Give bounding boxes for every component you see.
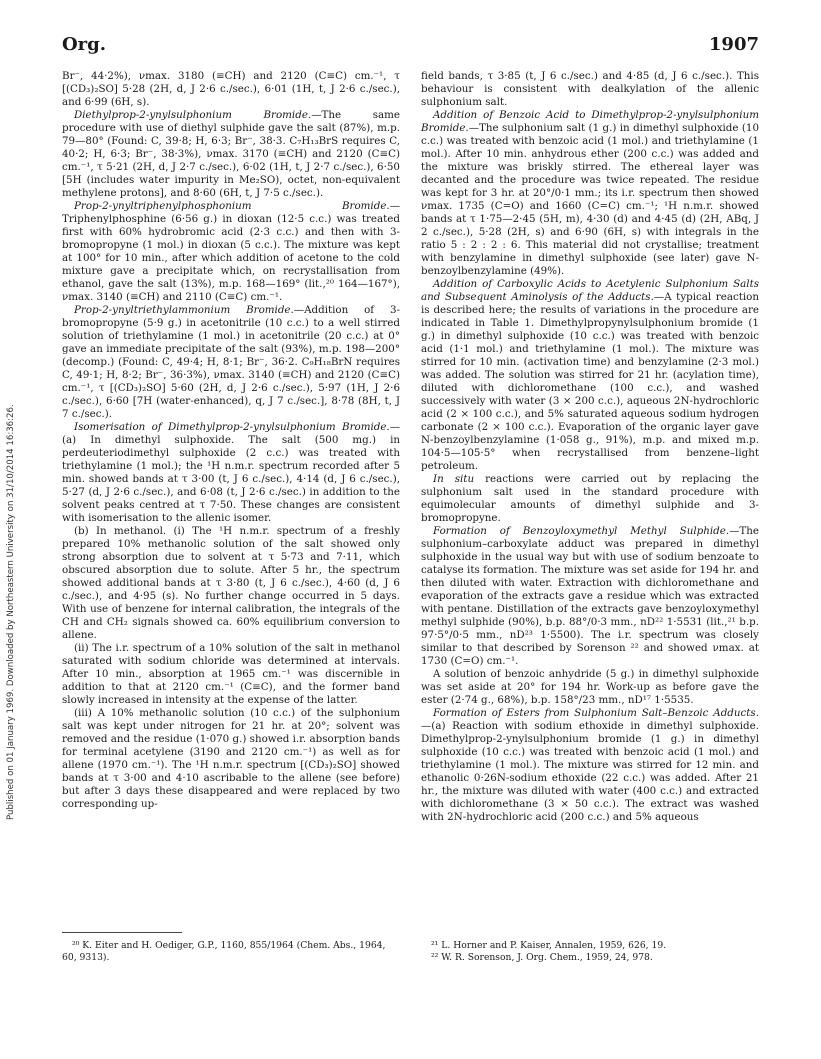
paragraph (421, 473, 759, 525)
footnotes-left (62, 940, 400, 964)
paragraph (421, 707, 759, 824)
paragraph-heading: In situ (433, 473, 475, 485)
paragraph (421, 668, 759, 707)
paragraph-text: A solution of benzoic anhydride (5 g.) in dimethyl sulphoxide was set aside at 20° for 194 hr. Work-up as before gave the ester (2·74 g., 68%), b.p. 158°/23 mm., nD¹⁷ 1·5535. (421, 668, 759, 706)
paragraph (62, 200, 400, 304)
paragraph-text: field bands, τ 3·85 (t, J 6 c./sec.) and 4·85 (d, J 6 c./sec.). This behaviour is consistent with dealkylation of the allenic sulphonium salt. (421, 70, 759, 108)
left-column (62, 70, 400, 811)
paragraph (421, 70, 759, 109)
footnote: ²² W. R. Sorenson, J. Org. Chem., 1959, 24, 978. (431, 952, 653, 963)
paragraph-text: —The same procedure with use of diethyl sulphide gave the salt (87%), m.p. 79—80° (Found: C, 39·8; H, 6·3; Br⁻, 38·3. C₇H₁₃BrS requires C, 40·2; H, 6·3; Br⁻, 38·3%), νmax. 3170 (≡CH) and 2120 (C≡C) cm.⁻¹, τ 5·21 (2H, d, J 2·7 c./sec.), 6·02 (1H, t, J 2·7 c./sec.), 6·50 [5H (includes water impurity in Me₂SO), octet, non-equivalent methylene protons], and 8·60 (6H, t, J 7·5 c./sec.). (62, 109, 400, 199)
paragraph-text: (ii) The i.r. spectrum of a 10% solution of the salt in methanol saturated with sodium chloride was determined at intervals. After 10 min., absorption at 1965 cm.⁻¹ was discernible in addition to that at 2120 cm.⁻¹ (C≡C), and the former band slowly increased in intensity at the expense of the latter. (62, 642, 400, 706)
paragraph (421, 525, 759, 668)
page-number: 1907 (708, 34, 759, 55)
paragraph-heading: Prop-2-ynyltriphenylphosphonium Bromide. (74, 200, 390, 212)
paragraph-text: —Addition of 3-bromopropyne (5·9 g.) in acetonitrile (10 c.c.) to a well stirred solution of triethylamine (1 mol.) in acetonitrile (20 c.c.) at 0° gave an immediate precipitate of the salt (93%), m.p. 198—200° (decomp.) (Found: C, 49·4; H, 8·1; Br⁻, 36·2. C₉H₁₈BrN requires C, 49·1; H, 8·2; Br⁻, 36·3%), νmax. 3140 (≡CH) and 2120 (C≡C) cm.⁻¹, τ [(CD₃)₂SO] 5·60 (2H, d, J 2·6 c./sec.), 5·97 (1H, J 2·6 c./sec.), 6·60 [7H (water-enhanced), q, J 7 c./sec.], 8·78 (8H, t, J 7 c./sec.). (62, 304, 400, 420)
paragraph (62, 525, 400, 642)
paragraph-text: (iii) A 10% methanolic solution (10 c.c.) of the sulphonium salt was kept under nitrogen for 21 hr. at 20°; solvent was removed and the residue (1·070 g.) showed i.r. absorption bands for terminal acetylene (3190 and 2120 cm.⁻¹) as well as for allene (1970 cm.⁻¹). The ¹H n.m.r. spectrum [(CD₃)₂SO] showed bands at τ 3·00 and 4·10 ascribable to the allene (see before) but after 3 days these disappeared and were replaced by two corresponding up- (62, 707, 400, 810)
footnote: ²¹ L. Horner and P. Kaiser, Annalen, 1959, 626, 19. (431, 940, 667, 951)
paragraph-text: —(a) In dimethyl sulphoxide. The salt (500 mg.) in perdeuteriodimethyl sulphoxide (2 c.c.) was treated with triethylamine (1 mol.); the ¹H n.m.r. spectrum recorded after 5 min. showed bands at τ 3·00 (t, J 6 c./sec.), 4·14 (d, J 6 c./sec.), 5·27 (d, J 2·6 c./sec.), and 6·08 (t, J 2·6 c./sec.) in addition to the solvent peaks centred at τ 7·50. These changes are consistent with isomerisation to the allenic isomer. (62, 421, 400, 524)
paragraph (62, 642, 400, 707)
paragraph-heading: Formation of Esters from Sulphonium Salt–Benzoic Adducts. (433, 707, 759, 719)
download-watermark: Published on 01 January 1969. Downloaded by Northeastern University on 31/10/2014 16:36:26. (6, 404, 16, 820)
paragraph-text: —The sulphonium salt (1 g.) in dimethyl sulphoxide (10 c.c.) was treated with benzoic acid (1 mol.) and triethylamine (1 mol.). After 10 min. anhydrous ether (200 c.c.) was added and the mixture was briskly stirred. The ethereal layer was decanted and the procedure was twice repeated. The residue was kept for 3 hr. at 20°/0·1 mm.; its i.r. spectrum then showed νmax. 1735 (C=O) and 1660 (C=C) cm.⁻¹; ¹H n.m.r. showed bands at τ 1·75—2·45 (5H, m), 4·30 (d) and 4·45 (d) (2H, ABq, J 2 c./sec.), 5·28 (2H, s) and 6·90 (6H, s) with integrals in the ratio 5 : 2 : 2 : 6. This material did not crystallise; treatment with benzylamine in dimethyl sulphoxide (see later) gave N-benzoylbenzylamine (49%). (421, 122, 759, 277)
paragraph-heading: Diethylprop-2-ynylsulphonium Bromide. (74, 109, 312, 121)
paragraph (62, 707, 400, 811)
paragraph-text: reactions were carried out by replacing the sulphonium salt used in the standard procedure with equimolecular amounts of dimethyl sulphide and 3-bromopropyne. (421, 473, 759, 524)
paragraph-heading: Addition of Carboxylic Acids to Acetylenic Sulphonium Salts and Subsequent Aminolysis of the Adducts. (421, 278, 759, 303)
journal-section-label: Org. (62, 34, 107, 55)
paragraph-heading: Addition of Benzoic Acid to Dimethylprop-2-ynylsulphonium Bromide. (421, 109, 759, 134)
paragraph (62, 109, 400, 200)
paragraph-heading: Formation of Benzoyloxymethyl Methyl Sulphide. (433, 525, 730, 537)
paragraph-heading: Isomerisation of Dimethylprop-2-ynylsulphonium Bromide. (74, 421, 390, 433)
footnote-rule (62, 932, 182, 933)
paragraph (62, 421, 400, 525)
paragraph-text: (b) In methanol. (i) The ¹H n.m.r. spectrum of a freshly prepared 10% methanolic solution of the salt showed only strong absorption due to solvent at τ 5·73 and 7·11, which obscured absorption due to solute. After 5 hr., the spectrum showed additional bands at τ 3·80 (t, J 6 c./sec.), 4·60 (d, J 6 c./sec.), and 4·95 (s). No further change occurred in 5 days. With use of benzene for internal calibration, the integrals of the CH and CH₂ signals showed ca. 60% equilibrium conversion to allene. (62, 525, 400, 641)
paragraph (62, 304, 400, 421)
paragraph-text: —(a) Reaction with sodium ethoxide in dimethyl sulphoxide. Dimethylprop-2-ynylsulphonium bromide (1 g.) in dimethyl sulphoxide (10 c.c.) was treated with benzoic acid (1 mol.) and triethylamine (1 mol.). The mixture was stirred for 12 min. and ethanolic 0·26N-sodium ethoxide (22 c.c.) was added. After 21 hr., the mixture was diluted with water (400 c.c.) and extracted with dichloromethane (3 × 50 c.c.). The extract was washed with 2N-hydrochloric acid (200 c.c.) and 5% aqueous (421, 720, 759, 823)
paragraph-text: —The sulphonium–carboxylate adduct was prepared in dimethyl sulphoxide in the usual way but with use of sodium benzoate to catalyse its formation. The mixture was set aside for 194 hr. and then diluted with water. Extraction with dichloromethane and evaporation of the extracts gave a residue which was extracted with pentane. Distillation of the extracts gave benzoyloxymethyl methyl sulphide (90%), b.p. 88°/0·3 mm., nD²² 1·5531 (lit.,²¹ b.p. 97·5°/0·5 mm., nD²³ 1·5500). The i.r. spectrum was closely similar to that described by Sorenson ²² and showed νmax. at 1730 (C=O) cm.⁻¹. (421, 525, 759, 667)
paragraph (421, 109, 759, 278)
paragraph (421, 278, 759, 473)
paragraph-text: —A typical reaction is described here; the results of variations in the procedure are indicated in Table 1. Dimethylpropynylsulphonium bromide (1 g.) in dimethyl sulphoxide (10 c.c.) was treated with benzoic acid (1·1 mol.) and triethylamine (1 mol.). The mixture was stirred for 10 min. (activation time) and benzylamine (2·3 mol.) was added. The solution was stirred for 21 hr. (acylation time), diluted with dichloromethane (100 c.c.), and washed successively with water (3 × 200 c.c.), aqueous 2N-hydrochloric acid (2 × 100 c.c.), and 5% saturated aqueous sodium hydrogen carbonate (2 × 100 c.c.). Evaporation of the organic layer gave N-benzoylbenzylamine (1·058 g., 91%), m.p. and mixed m.p. 104·5—105·5° when recrystallised from benzene–light petroleum. (421, 291, 759, 472)
footnotes-right (421, 940, 759, 964)
paragraph-text: —Triphenylphosphine (6·56 g.) in dioxan (12·5 c.c.) was treated first with 60% hydrobromic acid (2·3 c.c.) and then with 3-bromopropyne (1 mol.) in dioxan (5 c.c.). The mixture was kept at 100° for 10 min., after which addition of acetone to the cold mixture gave a precipitate which, on recrystallisation from ethanol, gave the salt (13%), m.p. 168—169° (lit.,²⁰ 164—167°), νmax. 3140 (≡CH) and 2110 (C≡C) cm.⁻¹. (62, 200, 400, 303)
page-header (62, 34, 759, 58)
paragraph (62, 70, 400, 109)
paragraph-heading: Prop-2-ynyltriethylammonium Bromide. (74, 304, 294, 316)
paragraph-text: Br⁻, 44·2%), νmax. 3180 (≡CH) and 2120 (C≡C) cm.⁻¹, τ [(CD₃)₂SO] 5·28 (2H, d, J 2·6 c./sec.), 6·01 (1H, t, J 2·6 c./sec.), and 6·99 (6H, s). (62, 70, 400, 108)
right-column (421, 70, 759, 824)
footnote: ²⁰ K. Eiter and H. Oediger, G.P., 1160, 855/1964 (Chem. Abs., 1964, 60, 9313). (62, 940, 386, 963)
